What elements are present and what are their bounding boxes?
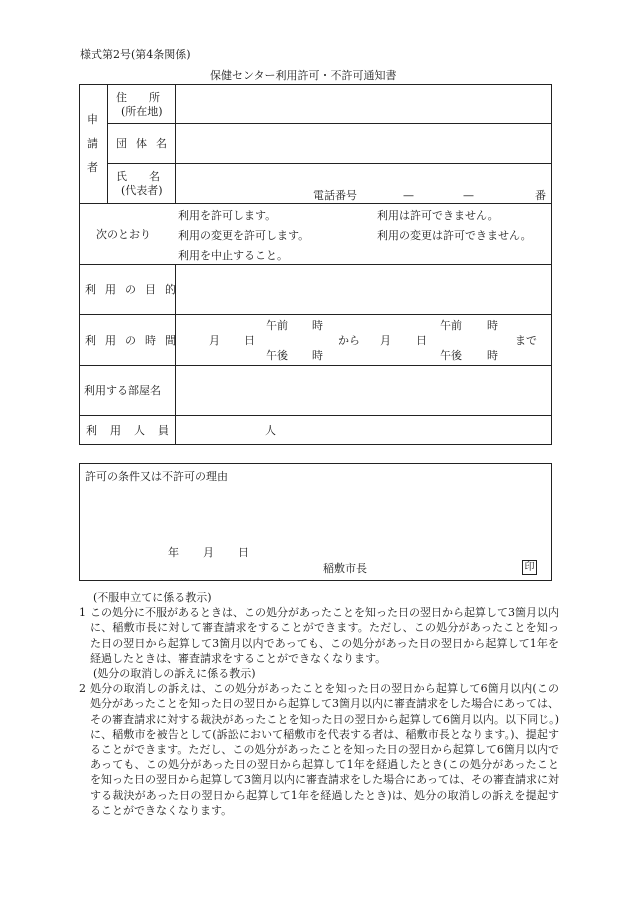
people-unit: 人	[265, 424, 276, 437]
time-label: 利用の時間	[85, 334, 185, 347]
notes-heading-1: (不服申立てに係る教示)	[93, 591, 212, 604]
room-label: 利用する部屋名	[84, 384, 161, 397]
end-am-hour: 時	[487, 319, 498, 332]
start-day: 日	[244, 334, 255, 347]
seal-icon: 印	[522, 560, 537, 575]
name-sub-label: (代表者)	[121, 184, 163, 197]
mayor-title: 稲敷市長	[323, 562, 367, 575]
purpose-field[interactable]	[180, 270, 545, 308]
end-pm-hour: 時	[487, 349, 498, 362]
org-label: 団体名	[116, 137, 176, 150]
address-sub-label: (所在地)	[121, 105, 163, 118]
end-pm[interactable]: 午後	[440, 349, 462, 362]
form-number: 様式第2号(第4条関係)	[80, 48, 191, 61]
option-permit-change[interactable]: 利用の変更を許可します。	[178, 229, 310, 242]
end-month: 月	[380, 334, 391, 347]
address-label: 住 所	[116, 91, 160, 104]
name-label: 氏 名	[116, 170, 160, 183]
notes-heading-2: (処分の取消しの訴えに係る教示)	[93, 667, 256, 681]
option-deny-change[interactable]: 利用の変更は許可できません。	[377, 229, 532, 242]
start-month: 月	[209, 334, 220, 347]
notice-day: 日	[238, 546, 249, 559]
time-until: まで	[515, 334, 537, 347]
notes-item-2	[79, 681, 559, 818]
end-am[interactable]: 午前	[440, 319, 462, 332]
org-field[interactable]	[180, 130, 545, 156]
notes-item-2-text: 処分の取消しの訴えは、この処分があったことを知った日の翌日から起算して6箇月以内(この処分があったことを知った日の翌日から起算して3箇月以内に審査請求をした場合にあっては、その審査請求に対する裁決があったことを知った日の翌日から起算して6箇月以内。以下同じ。)に、稲敷市を被告として(訴訟において稲敷市を代表する者は、稲敷市長となります。)、提起することができます。ただし、この処分があったことを知った日の翌日から起算して6箇月以内であっても、この処分があった日の翌日から起算して1年を経過したとき(この処分があったことを知った日の翌日から起算して3箇月以内に審査請求をした場合にあっては、その審査請求に対する裁決があった日の翌日から起算して1年を経過したとき)は、処分の取消しの訴えを提起することができなくなります。	[90, 682, 559, 817]
start-am-hour: 時	[312, 319, 323, 332]
people-label: 利用人員	[86, 424, 182, 437]
applicant-label-1: 申	[87, 113, 98, 126]
notes-section	[79, 590, 559, 818]
notes-item-1	[79, 605, 559, 666]
conditions-field[interactable]	[85, 488, 545, 540]
page-title: 保健センター利用許可・不許可通知書	[210, 69, 397, 82]
applicant-label-2: 請	[87, 137, 98, 150]
notes-item-1-text: この処分に不服があるときは、この処分があったことを知った日の翌日から起算して3箇月以内に、稲敷市長に対して審査請求をすることができます。ただし、この処分があったことを知った日の翌日から起算して3箇月以内であっても、この処分があった日の翌日から起算して1年を経過したときは、審査請求をすることができなくなります。	[90, 606, 559, 665]
time-from: から	[338, 334, 360, 347]
start-am[interactable]: 午前	[266, 319, 288, 332]
address-field[interactable]	[180, 92, 545, 118]
option-permit[interactable]: 利用を許可します。	[178, 209, 277, 222]
applicant-label-3: 者	[87, 161, 98, 174]
start-pm[interactable]: 午後	[266, 349, 288, 362]
option-cancel[interactable]: 利用を中止すること。	[178, 249, 288, 262]
phone-dash-1: —	[403, 189, 414, 202]
room-field[interactable]	[180, 371, 545, 409]
phone-label: 電話番号	[313, 189, 357, 202]
conditions-label: 許可の条件又は不許可の理由	[85, 470, 228, 483]
option-deny[interactable]: 利用は許可できません。	[377, 209, 499, 222]
notes-item-1-number: 1	[79, 606, 86, 620]
start-pm-hour: 時	[312, 349, 323, 362]
phone-suffix: 番	[535, 189, 546, 202]
end-day: 日	[416, 334, 427, 347]
purpose-label: 利用の目的	[85, 283, 185, 296]
notice-year: 年	[168, 546, 179, 559]
decision-label: 次のとおり	[96, 228, 151, 241]
name-field[interactable]	[180, 168, 545, 188]
notice-month: 月	[203, 546, 214, 559]
people-field[interactable]	[180, 420, 260, 440]
phone-dash-2: —	[463, 189, 474, 202]
notes-item-2-number: 2	[79, 682, 86, 696]
